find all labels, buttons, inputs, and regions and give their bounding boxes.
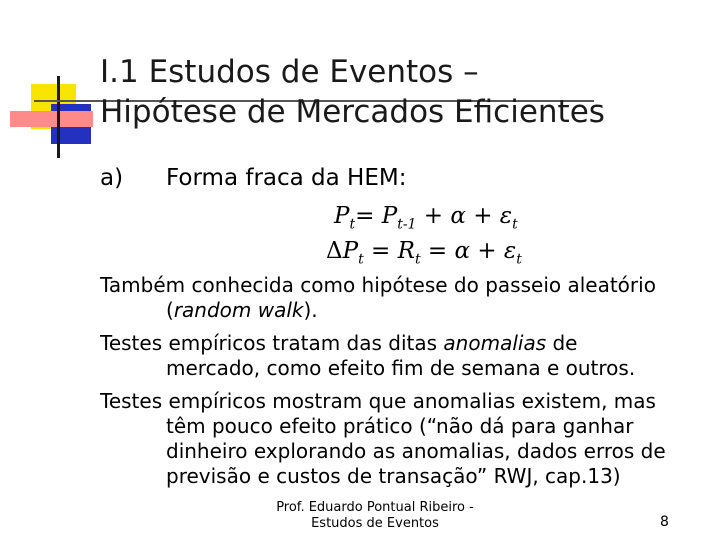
formula-random-walk-price bbox=[334, 203, 518, 233]
paragraph-line: previsão e custos de transação” RWJ, cap.13) bbox=[166, 464, 621, 488]
footer-line: Prof. Eduardo Pontual Ribeiro - bbox=[276, 500, 474, 515]
decor-vertical-line bbox=[57, 76, 60, 158]
text-span: de bbox=[546, 331, 578, 355]
paragraph-line: dinheiro explorando as anomalias, dados erros de bbox=[166, 439, 666, 463]
formula-symbol: P bbox=[334, 203, 350, 229]
footer-author bbox=[265, 500, 485, 532]
paragraph-random-walk bbox=[100, 273, 656, 323]
formula-subscript: t bbox=[358, 251, 364, 268]
italic-term: anomalias bbox=[443, 331, 547, 355]
formula-subscript: t bbox=[349, 216, 356, 233]
formula-symbol: Δ bbox=[326, 238, 343, 264]
section-label: a) bbox=[100, 165, 124, 191]
paragraph-anomalies bbox=[100, 331, 635, 381]
formula-symbol: P bbox=[342, 238, 359, 264]
formula-subscript: t bbox=[414, 251, 421, 268]
paragraph-line: Também conhecida como hipótese do passeio aleatório bbox=[100, 273, 656, 297]
section-heading: Forma fraca da HEM: bbox=[166, 165, 407, 191]
slide-title bbox=[100, 52, 605, 132]
paragraph-line: têm pouco efeito prático (“não dá para ganhar bbox=[166, 414, 634, 438]
title-line-2: Hipótese de Mercados Eficientes bbox=[100, 94, 605, 130]
formula-return bbox=[326, 238, 522, 268]
title-line-1: I.1 Estudos de Eventos – bbox=[100, 54, 479, 90]
paragraph-line bbox=[100, 298, 656, 323]
text-span: ). bbox=[303, 298, 318, 322]
italic-term: random walk bbox=[173, 298, 304, 322]
formula-symbol: + α + ε bbox=[416, 203, 513, 229]
formula-symbol: = P bbox=[355, 203, 398, 229]
paragraph-line: Testes empíricos mostram que anomalias existem, mas bbox=[100, 389, 656, 413]
paragraph-line bbox=[100, 331, 635, 356]
formula-subscript: t bbox=[516, 251, 522, 268]
text-span: Testes empíricos tratam das ditas bbox=[100, 331, 444, 355]
formula-subscript: t-1 bbox=[397, 216, 417, 233]
formula-symbol: = R bbox=[363, 238, 415, 264]
text-span: ( bbox=[166, 298, 174, 322]
paragraph-empirical-tests bbox=[100, 389, 666, 489]
formula-symbol: = α + ε bbox=[420, 238, 517, 264]
page-number: 8 bbox=[660, 514, 669, 530]
footer-line: Estudos de Eventos bbox=[311, 516, 439, 531]
formula-subscript: t bbox=[512, 216, 518, 233]
paragraph-line: mercado, como efeito fim de semana e outros. bbox=[166, 356, 636, 380]
decor-red-bar bbox=[10, 111, 93, 127]
